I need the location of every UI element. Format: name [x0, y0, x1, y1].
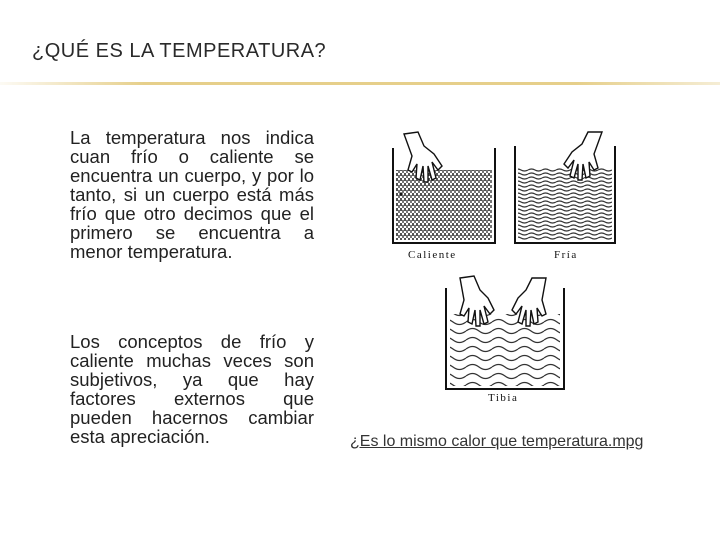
label-warm: Tibia — [488, 392, 519, 404]
hands-in-water-drawing — [388, 128, 618, 406]
paragraph-definition: La temperatura nos indica cuan frío o caliente se encuentra un cuerpo, y por lo tanto, si un cuerpo está más frío que otro decimos que el primero se encuentra a menor temperatura. — [70, 127, 314, 262]
title-divider — [0, 82, 720, 85]
cold-container — [515, 132, 615, 243]
temperature-illustration — [388, 128, 618, 406]
slide-title: ¿QUÉ ES LA TEMPERATURA? — [32, 40, 327, 62]
hot-container — [393, 132, 495, 243]
label-cold: Fría — [554, 249, 578, 261]
paragraph-subjectivity: Los conceptos de frío y caliente muchas veces son subjetivos, ya que hay factores externos que pueden hacernos cambiar esta apreciación. — [70, 331, 314, 447]
video-link[interactable]: ¿Es lo mismo calor que temperatura.mpg — [350, 433, 644, 450]
label-hot: Caliente — [408, 249, 457, 261]
warm-container — [446, 276, 564, 389]
